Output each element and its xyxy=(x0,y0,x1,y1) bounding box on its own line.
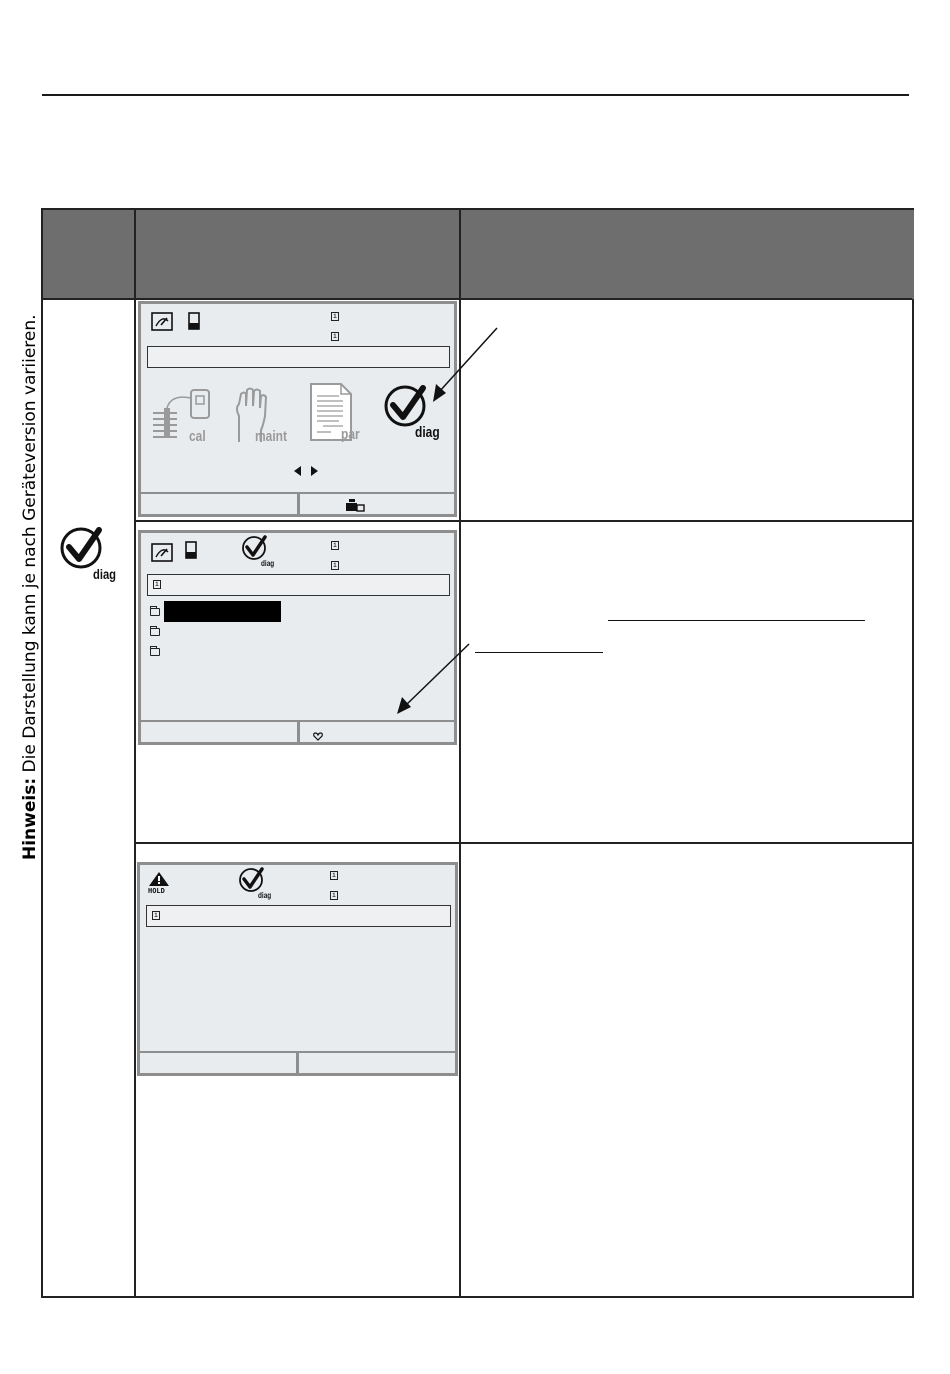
text-underline xyxy=(608,620,865,621)
cal-label: cal xyxy=(189,428,206,445)
pointer-arrow xyxy=(383,640,473,720)
display-screen-hold xyxy=(137,862,458,1076)
header-divider xyxy=(43,298,912,300)
left-right-arrows-icon xyxy=(293,462,319,481)
meter-icon xyxy=(151,312,173,335)
info-icon: i xyxy=(153,911,159,919)
menu-item[interactable] xyxy=(164,642,281,662)
menu-select-icon xyxy=(345,497,365,516)
softkey-right[interactable] xyxy=(300,720,454,742)
folder-icon xyxy=(150,628,160,636)
par-label: par xyxy=(341,426,360,443)
menu-item-selected[interactable] xyxy=(164,601,281,622)
memory-card-icon xyxy=(185,541,197,563)
header-cell-display xyxy=(136,210,459,299)
meter-icon xyxy=(151,543,173,566)
memory-card-icon xyxy=(188,312,200,334)
info-icon: i xyxy=(332,541,338,549)
info-icon: i xyxy=(154,580,160,588)
header-cell-key xyxy=(43,210,134,299)
message-bar xyxy=(146,905,451,927)
info-icon: i xyxy=(331,871,337,879)
softkey-right[interactable] xyxy=(299,1051,455,1073)
row-divider xyxy=(134,842,912,844)
message-bar xyxy=(147,346,450,368)
info-icon: i xyxy=(331,891,337,899)
warning-hold-icon xyxy=(148,871,178,899)
par-icon[interactable] xyxy=(309,382,373,446)
favorite-heart-icon xyxy=(313,726,323,745)
softkey-left[interactable] xyxy=(141,720,297,742)
diag-key-label: diag xyxy=(93,566,117,582)
info-icon: i xyxy=(332,561,338,569)
softkey-left[interactable] xyxy=(141,492,297,514)
column-divider xyxy=(134,210,136,1296)
diag-key-icon xyxy=(57,524,121,584)
info-icon: i xyxy=(332,332,338,340)
maint-icon[interactable] xyxy=(233,386,297,448)
side-note-bold: Hinweis: xyxy=(20,777,40,860)
softkey-left[interactable] xyxy=(140,1051,296,1073)
info-icon: i xyxy=(332,312,338,320)
side-note-text: Die Darstellung kann je nach Geräteversion variieren. xyxy=(20,314,40,778)
folder-icon xyxy=(150,608,160,616)
diag-mode-icon xyxy=(238,867,278,901)
folder-icon xyxy=(150,648,160,656)
row-divider xyxy=(134,520,912,522)
hold-label: HOLD xyxy=(148,887,165,895)
message-bar xyxy=(147,574,450,596)
maint-label: maint xyxy=(255,428,288,445)
pointer-arrow xyxy=(423,320,503,410)
top-rule xyxy=(42,94,909,96)
side-note xyxy=(20,314,40,860)
diag-mode-icon xyxy=(241,535,281,569)
diag-label: diag xyxy=(415,424,440,441)
header-cell-action xyxy=(461,210,914,299)
menu-item[interactable] xyxy=(164,622,281,642)
display-screen-menu xyxy=(138,301,457,517)
diag-mode-label: diag xyxy=(258,891,272,900)
diag-mode-label: diag xyxy=(261,559,275,568)
softkey-right[interactable] xyxy=(300,492,454,514)
text-underline xyxy=(475,652,603,653)
instruction-table xyxy=(41,208,914,1298)
cal-icon[interactable] xyxy=(149,388,219,448)
